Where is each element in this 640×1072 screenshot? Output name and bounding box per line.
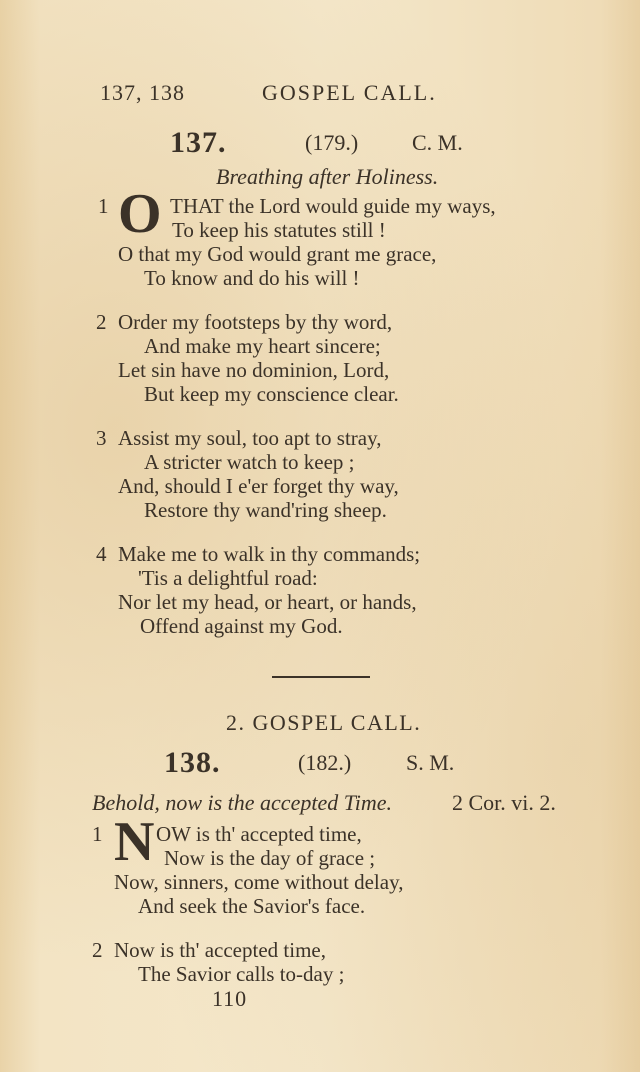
section-title: 2. GOSPEL CALL. [226,710,422,735]
hymn-138-tune-ref: (182.) [298,750,352,775]
verse-line: Now is the day of grace ; [164,846,376,870]
stanza-number: 1 [98,194,109,218]
footer-page-number: 110 [212,986,248,1011]
running-head: GOSPEL CALL. [262,80,437,105]
stanza-number: 2 [92,938,103,962]
verse-line: THAT the Lord would guide my ways, [170,194,496,218]
verse-line: OW is th' accepted time, [156,822,362,846]
verse-line: To keep his statutes still ! [172,218,386,242]
drop-cap: O [118,183,162,245]
verse-line: Assist my soul, too apt to stray, [118,426,382,450]
verse-line: And, should I e'er forget thy way, [118,474,399,498]
verse-line: Restore thy wand'ring sheep. [144,498,387,522]
verse-line: A stricter watch to keep ; [144,450,355,474]
hymn-137-meter: C. M. [412,130,463,155]
verse-line: And seek the Savior's face. [138,894,366,918]
verse-line: The Savior calls to-day ; [138,962,345,986]
verse-line: But keep my conscience clear. [144,382,399,406]
stanza-number: 1 [92,822,103,846]
stanza-number: 2 [96,310,107,334]
hymn-137-subtitle: Breathing after Holiness. [216,164,439,189]
hymn-138-meter: S. M. [406,750,455,775]
verse-line: To know and do his will ! [144,266,360,290]
verse-line: Now, sinners, come without delay, [114,870,404,894]
verse-line: Let sin have no dominion, Lord, [118,358,390,382]
section-divider [272,676,370,678]
verse-line: O that my God would grant me grace, [118,242,437,266]
scripture-reference: 2 Cor. vi. 2. [452,790,556,815]
hymn-138-subtitle: Behold, now is the accepted Time. [92,790,392,815]
verse-line: Offend against my God. [140,614,343,638]
hymn-137-number: 137. [170,126,227,159]
verse-line: Nor let my head, or heart, or hands, [118,590,417,614]
verse-line: Make me to walk in thy commands; [118,542,421,566]
verse-line: Order my footsteps by thy word, [118,310,393,334]
hymn-138-number: 138. [164,746,221,779]
verse-line: 'Tis a delightful road: [138,566,318,590]
verse-line: Now is th' accepted time, [114,938,326,962]
verse-line: And make my heart sincere; [144,334,381,358]
stanza-number: 4 [96,542,107,566]
header-page-numbers: 137, 138 [100,80,185,105]
hymn-137-tune-ref: (179.) [305,130,359,155]
drop-cap: N [114,811,155,873]
stanza-number: 3 [96,426,107,450]
